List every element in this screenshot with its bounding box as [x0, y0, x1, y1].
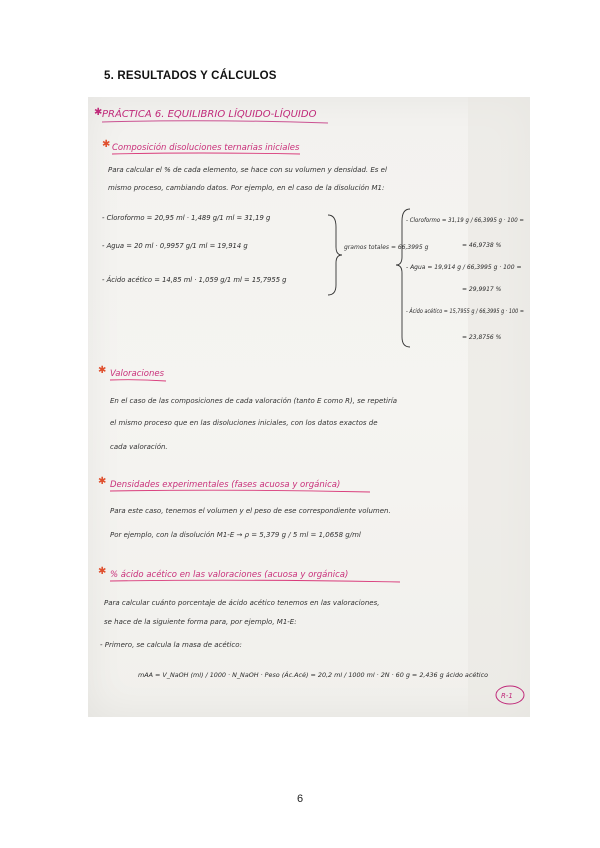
para-1-line-2: mismo proceso, cambiando datos. Por ejemplo, en el caso de la disolución M1:	[108, 184, 385, 192]
para-2-line-3: cada valoración.	[110, 443, 168, 451]
formula-masa-acetico: mAA = V_NaOH (ml) / 1000 · N_NaOH · Peso (Ác.Acé) = 20,2 ml / 1000 ml · 2N · 60 g = 2,436 g ácido acético	[138, 671, 489, 679]
svg-text:Composición disoluciones terna: Composición disoluciones ternarias iniciales	[112, 143, 300, 153]
page-number: 6	[296, 793, 304, 805]
para-3-line-1: Para este caso, tenemos el volumen y el peso de ese correspondiente volumen.	[110, 507, 391, 515]
pct-agua: - Agua = 19,914 g / 66,3995 g · 100 =	[406, 264, 522, 271]
section-heading: 5. RESULTADOS Y CÁLCULOS	[104, 70, 277, 82]
svg-text:✱: ✱	[98, 365, 107, 376]
pct-acido: - Ácido acético = 15,7955 g / 66,3995 g · 100 =	[406, 308, 524, 315]
notes-title	[94, 107, 328, 123]
handwritten-notes-photo	[88, 97, 530, 717]
brace-right	[396, 209, 410, 347]
para-4-line-2: se hace de la siguiente forma para, por ejemplo, M1-E:	[104, 618, 297, 626]
para-4-line-1: Para calcular cuánto porcentaje de ácido acético tenemos en las valoraciones,	[104, 599, 380, 607]
brace-left	[328, 215, 342, 295]
svg-text:✱: ✱	[98, 476, 107, 487]
paper-shadow	[468, 97, 530, 717]
heading-composicion	[102, 139, 300, 154]
para-4-line-3: - Primero, se calcula la masa de acético:	[100, 641, 242, 649]
para-2-line-2: el mismo proceso que en las disoluciones iniciales, con los datos exactos de	[110, 419, 378, 427]
heading-densidades	[98, 476, 370, 492]
svg-text:✱: ✱	[94, 107, 103, 118]
pct-cloroformo-result: = 46,9738 %	[462, 242, 502, 249]
para-2-line-1: En el caso de las composiciones de cada valoración (tanto E como R), se repetiría	[110, 397, 398, 405]
calc-acido: - Ácido acético = 14,85 ml · 1,059 g/1 ml = 15,7955 g	[102, 276, 287, 284]
svg-text:PRÁCTICA 6. EQUILIBRIO LÍQUIDO: PRÁCTICA 6. EQUILIBRIO LÍQUIDO-LÍQUIDO	[102, 109, 317, 120]
svg-text:R-1: R-1	[501, 692, 513, 700]
heading-acido-acetico	[98, 566, 400, 582]
svg-text:% ácido acético en las valorac: % ácido acético en las valoraciones (acuosa y orgánica)	[110, 570, 349, 580]
calc-agua: - Agua = 20 ml · 0,9957 g/1 ml = 19,914 g	[102, 242, 248, 250]
calc-cloroformo: - Cloroformo = 20,95 ml · 1,489 g/1 ml = 31,19 g	[102, 214, 271, 222]
para-1-line-1: Para calcular el % de cada elemento, se hace con su volumen y densidad. Es el	[108, 166, 387, 174]
para-3-line-2: Por ejemplo, con la disolución M1-E → ρ = 5,379 g / 5 ml = 1,0658 g/ml	[110, 531, 361, 539]
svg-text:✱: ✱	[102, 139, 111, 150]
pct-agua-result: = 29,9917 %	[462, 286, 502, 293]
heading-valoraciones	[98, 365, 166, 381]
svg-text:Valoraciones: Valoraciones	[110, 369, 165, 379]
svg-text:✱: ✱	[98, 566, 107, 577]
pct-cloroformo: - Cloroformo = 31,19 g / 66,3995 g · 100 =	[406, 217, 524, 224]
pct-acido-result: = 23,8756 %	[462, 334, 502, 341]
total-mass: gramos totales = 66,3995 g	[344, 244, 429, 251]
svg-text:Densidades experimentales (fas: Densidades experimentales (fases acuosa y orgánica)	[110, 480, 341, 490]
